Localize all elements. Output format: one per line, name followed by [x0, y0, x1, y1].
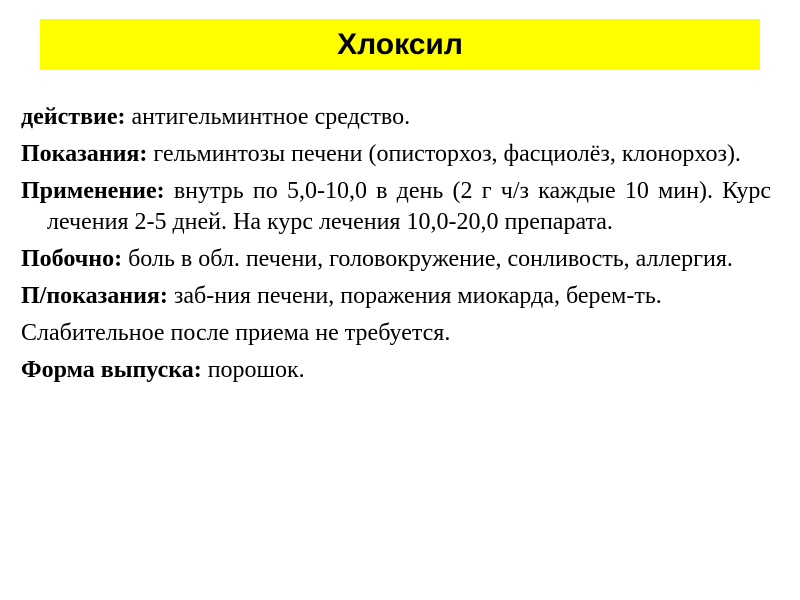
text-release-form: порошок.: [201, 357, 305, 383]
paragraph-release-form: [21, 355, 771, 386]
text-contraindications: заб-ния печени, поражения миокарда, берем-ть.: [167, 283, 662, 309]
paragraph-side-effects: [21, 244, 771, 275]
label-indications: Показания:: [21, 141, 148, 167]
text-side-effects: боль в обл. печени, головокружение, сонливость, аллергия.: [122, 246, 733, 272]
paragraph-usage: [21, 176, 771, 238]
paragraph-action: [21, 102, 771, 133]
title-banner: [40, 19, 760, 70]
text-action: антигельминтное средство.: [125, 104, 411, 130]
label-contraindications: П/показания:: [21, 283, 168, 309]
paragraph-contraindications: [21, 281, 771, 312]
paragraph-laxative-note: [21, 318, 771, 349]
text-indications: гельминтозы печени (описторхоз, фасциолёз, клонорхоз).: [147, 141, 741, 167]
label-usage: Применение:: [21, 178, 165, 204]
slide-content: [21, 102, 771, 392]
paragraph-indications: [21, 139, 771, 170]
label-action: действие:: [21, 104, 126, 130]
label-release-form: Форма выпуска:: [21, 357, 202, 383]
label-side-effects: Побочно:: [21, 246, 123, 272]
slide-title: Хлоксил: [337, 27, 463, 61]
text-laxative-note: Слабительное после приема не требуется.: [21, 320, 451, 346]
text-usage: внутрь по 5,0-10,0 в день (2 г ч/з каждые 10 мин). Курс лечения 2-5 дней. На курс лечения 10,0-20,0 препарата.: [47, 178, 771, 235]
